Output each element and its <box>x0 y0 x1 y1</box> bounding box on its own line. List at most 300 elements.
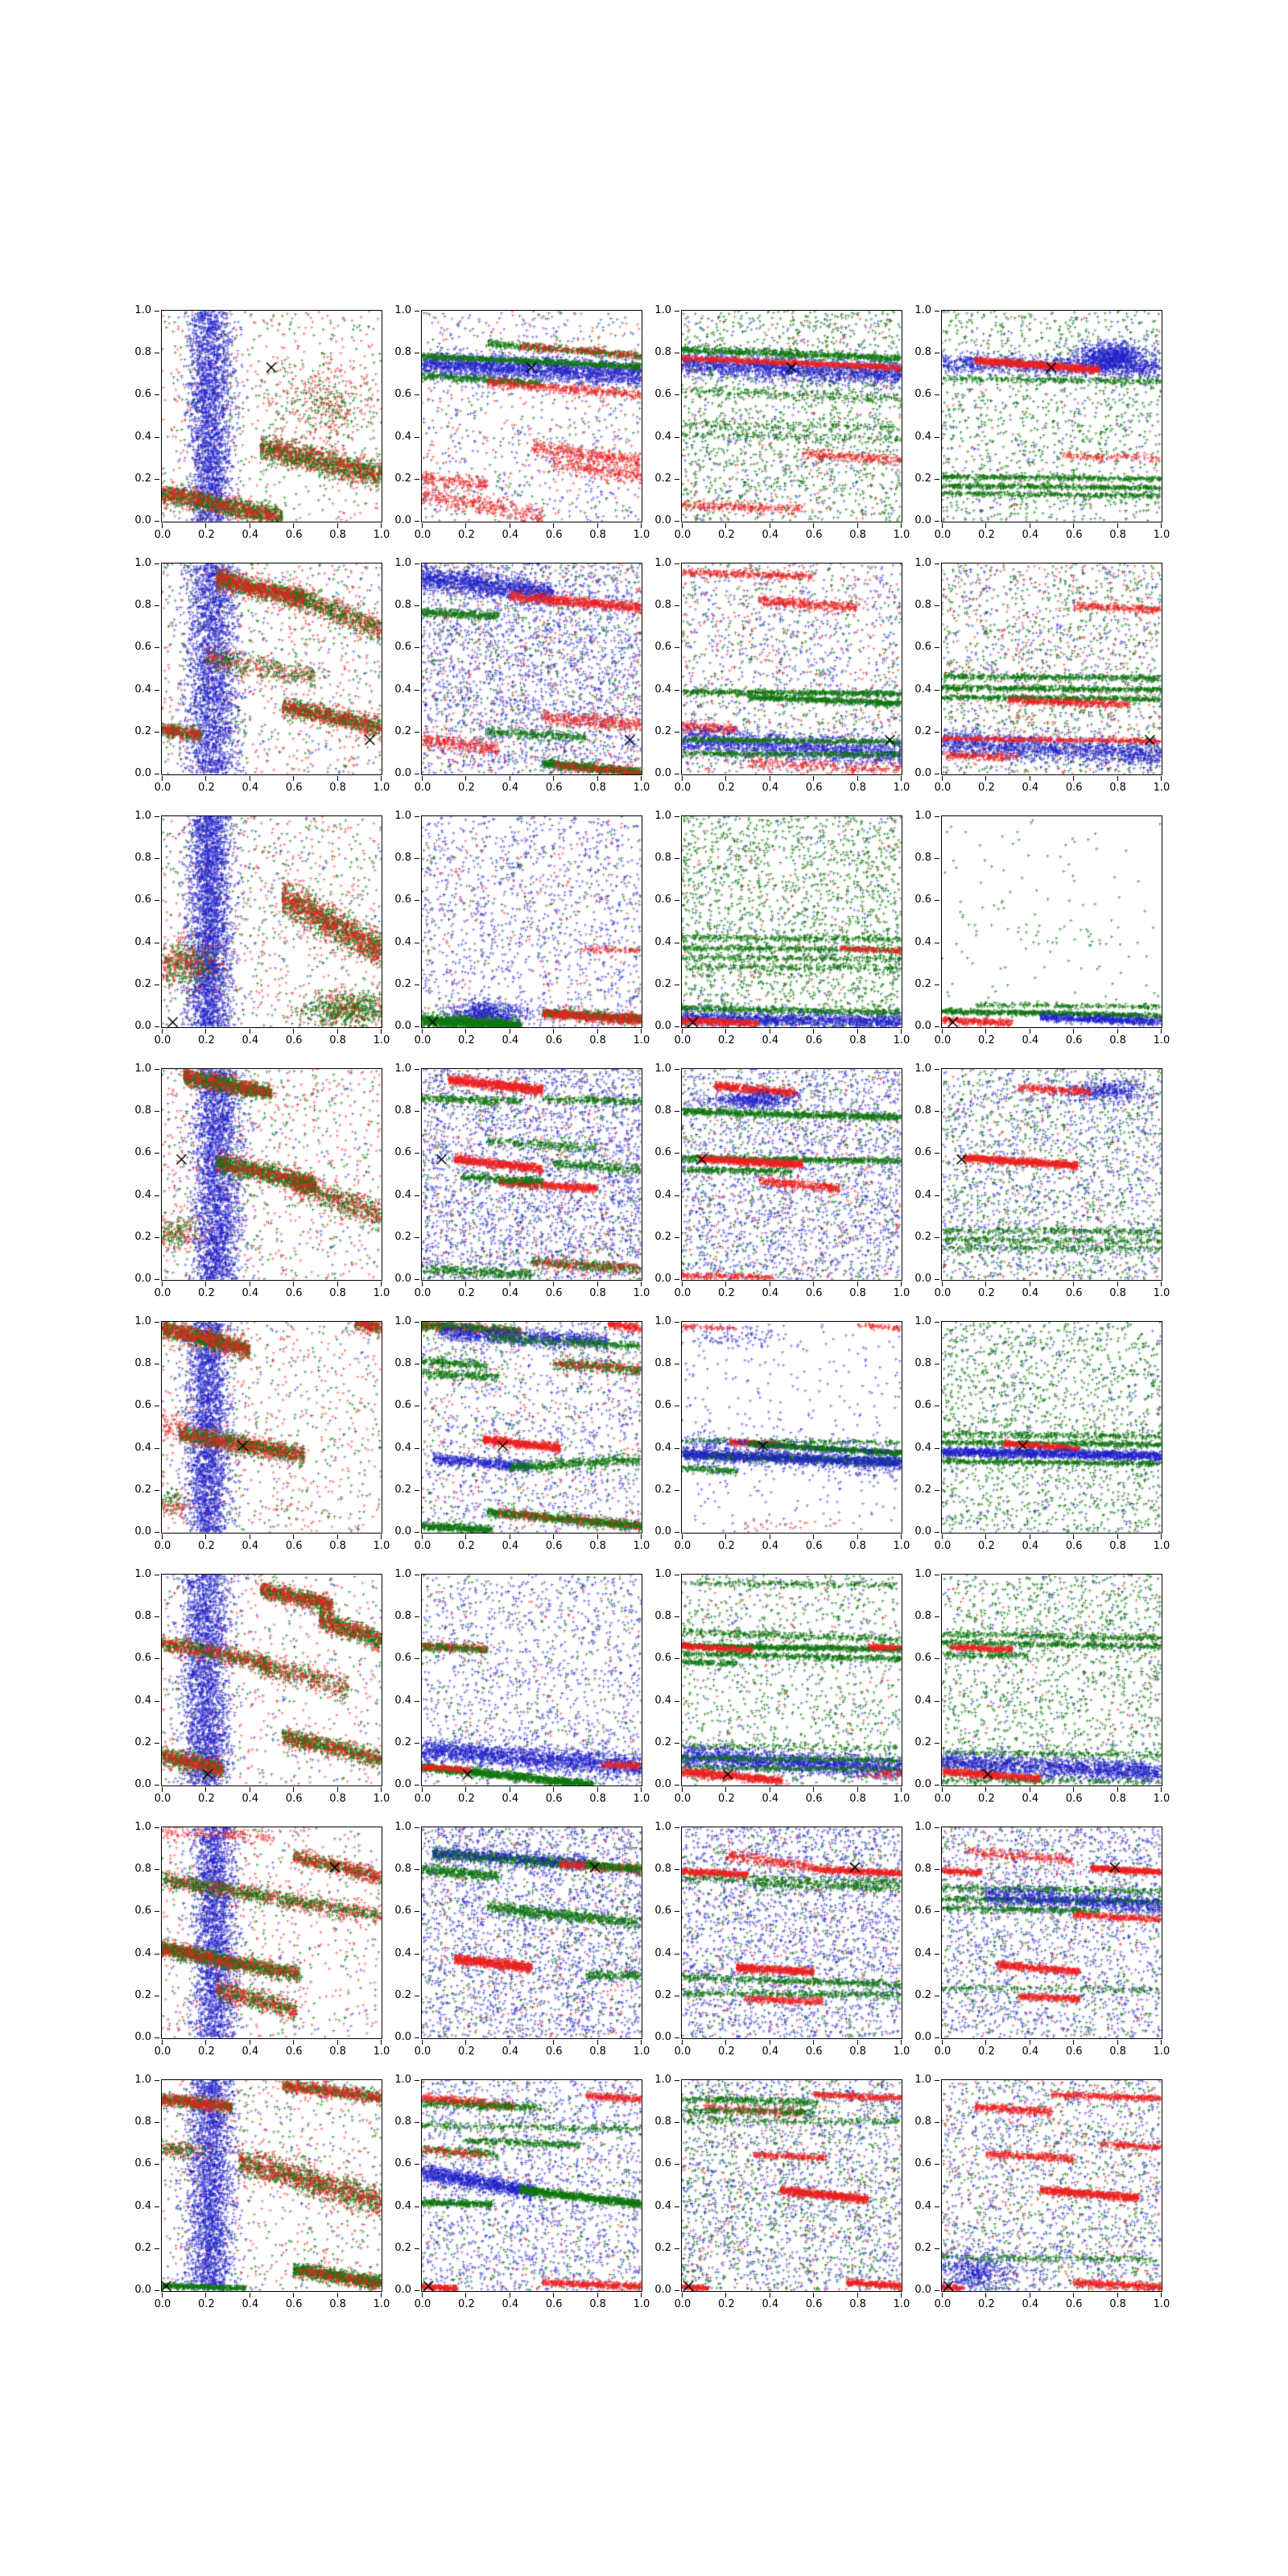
y-tick-label: 0.0 <box>654 1525 671 1538</box>
y-tick <box>415 1827 419 1828</box>
x-tick-label: 0.8 <box>329 1034 346 1046</box>
y-tick <box>155 900 159 901</box>
subplot-canvas-r7c2 <box>421 1827 642 2039</box>
x-tick <box>813 2040 814 2045</box>
x-tick-label: 0.0 <box>934 1793 952 1805</box>
x-tick-label: 0.8 <box>1109 1793 1126 1805</box>
x-tick <box>553 1787 554 1792</box>
y-tick <box>675 1911 679 1912</box>
y-tick <box>415 2080 419 2081</box>
x-tick-label: 0.6 <box>1065 2046 1083 2058</box>
x-tick <box>857 2040 858 2045</box>
x-tick <box>553 1534 554 1539</box>
x-tick-label: 0.8 <box>589 782 606 794</box>
subplot-canvas-r1c2 <box>421 310 642 522</box>
y-tick-label: 0.8 <box>914 346 931 359</box>
y-tick-label: 0.6 <box>394 1652 411 1665</box>
x-tick <box>1073 1787 1074 1792</box>
x-tick-label: 0.4 <box>762 2298 779 2310</box>
y-tick <box>675 1658 679 1659</box>
y-tick <box>155 1743 159 1744</box>
x-tick <box>162 523 163 528</box>
y-tick <box>155 1869 159 1870</box>
x-tick <box>1161 1787 1162 1792</box>
x-tick <box>1073 2293 1074 2297</box>
x-tick-label: 1.0 <box>633 2046 650 2058</box>
y-tick-label: 0.8 <box>914 852 931 865</box>
y-tick <box>675 1490 679 1491</box>
y-tick <box>415 1743 419 1744</box>
x-tick <box>293 1534 294 1539</box>
x-tick <box>337 1534 338 1539</box>
x-tick-label: 0.2 <box>458 1540 475 1552</box>
x-tick <box>725 1787 726 1792</box>
x-tick-label: 0.4 <box>1022 2046 1039 2058</box>
x-tick-label: 0.6 <box>285 1034 303 1046</box>
x-tick <box>337 2040 338 2045</box>
x-tick <box>942 2293 943 2297</box>
y-tick-label: 0.4 <box>134 430 151 443</box>
y-tick-label: 0.8 <box>134 1104 151 1117</box>
x-tick-label: 0.4 <box>502 1287 519 1299</box>
y-tick-label: 0.6 <box>134 1146 151 1159</box>
x-tick <box>1073 1534 1074 1539</box>
y-tick-label: 0.4 <box>394 2199 411 2212</box>
y-tick-label: 0.2 <box>654 2241 671 2254</box>
x-tick-label: 0.8 <box>1109 1540 1126 1552</box>
x-tick <box>205 776 206 781</box>
y-tick <box>415 1658 419 1659</box>
y-tick <box>155 2248 159 2249</box>
x-tick <box>725 523 726 528</box>
x-tick-label: 0.6 <box>1065 782 1083 794</box>
subplot-canvas-r8c2 <box>421 2079 642 2292</box>
y-tick-label: 0.2 <box>654 1230 671 1243</box>
x-tick <box>293 776 294 781</box>
x-tick <box>857 776 858 781</box>
x-tick-label: 0.6 <box>545 2298 563 2310</box>
y-tick-label: 0.6 <box>394 894 411 906</box>
y-tick <box>155 479 159 480</box>
y-tick <box>415 690 419 691</box>
x-tick <box>857 523 858 528</box>
x-tick <box>942 776 943 781</box>
x-tick <box>422 1029 423 1034</box>
x-tick-label: 0.0 <box>674 1540 691 1552</box>
x-tick-label: 0.8 <box>589 2046 606 2058</box>
x-tick <box>465 523 466 528</box>
x-tick-label: 0.6 <box>1065 2298 1083 2310</box>
y-tick <box>935 2080 939 2081</box>
y-tick-label: 0.2 <box>394 1736 411 1748</box>
y-tick <box>675 1153 679 1154</box>
y-tick-label: 0.4 <box>394 1946 411 1959</box>
x-tick-label: 0.4 <box>1022 1793 1039 1805</box>
y-tick <box>675 1195 679 1196</box>
y-tick <box>675 1743 679 1744</box>
y-tick-label: 0.2 <box>654 1988 671 2001</box>
y-tick-label: 0.0 <box>394 2031 411 2043</box>
x-tick <box>985 1787 986 1792</box>
x-tick-label: 0.8 <box>1109 2046 1126 2058</box>
y-tick-label: 0.8 <box>914 2116 931 2128</box>
y-tick-label: 0.4 <box>654 2199 671 2212</box>
x-tick-label: 0.0 <box>414 1540 431 1552</box>
x-tick <box>205 523 206 528</box>
y-tick-label: 0.8 <box>654 599 671 612</box>
y-tick <box>935 1448 939 1449</box>
x-tick <box>553 1029 554 1034</box>
y-tick-label: 0.2 <box>654 1483 671 1496</box>
subplot-canvas-r8c4 <box>941 2079 1162 2292</box>
y-tick-label: 0.0 <box>394 514 411 526</box>
x-tick-label: 0.2 <box>718 1287 735 1299</box>
y-tick <box>155 2037 159 2038</box>
y-tick-label: 0.8 <box>654 1357 671 1370</box>
x-tick-label: 0.2 <box>978 529 995 541</box>
y-tick <box>155 311 159 312</box>
x-tick-label: 0.0 <box>154 529 171 541</box>
x-tick-label: 0.4 <box>762 1540 779 1552</box>
subplot-canvas-r4c4 <box>941 1068 1162 1281</box>
x-tick <box>1117 2293 1118 2297</box>
x-tick-label: 0.2 <box>978 2046 995 2058</box>
x-tick <box>337 1029 338 1034</box>
y-tick <box>155 1322 159 1323</box>
y-tick <box>415 521 419 522</box>
x-tick-label: 1.0 <box>373 1034 390 1046</box>
x-tick <box>857 1787 858 1792</box>
y-tick <box>155 2290 159 2291</box>
x-tick-label: 0.2 <box>458 2046 475 2058</box>
y-tick-label: 0.6 <box>654 388 671 401</box>
y-tick-label: 0.6 <box>914 1146 931 1159</box>
y-tick-label: 0.0 <box>914 514 931 526</box>
y-tick-label: 0.8 <box>654 1104 671 1117</box>
x-tick-label: 0.4 <box>242 2046 259 2058</box>
x-tick <box>1161 1282 1162 1286</box>
x-tick-label: 0.6 <box>545 1540 563 1552</box>
x-tick <box>293 1787 294 1792</box>
x-tick <box>725 2293 726 2297</box>
y-tick <box>935 1616 939 1617</box>
x-tick <box>857 1534 858 1539</box>
x-tick-label: 1.0 <box>1153 529 1170 541</box>
subplot-canvas-r3c4 <box>941 815 1162 1028</box>
y-tick-label: 0.6 <box>914 1652 931 1665</box>
x-tick-label: 0.8 <box>589 1793 606 1805</box>
y-tick <box>155 521 159 522</box>
x-tick <box>205 2293 206 2297</box>
y-tick-label: 1.0 <box>394 810 411 822</box>
y-tick-label: 0.2 <box>394 472 411 485</box>
x-tick <box>985 1029 986 1034</box>
x-tick <box>422 776 423 781</box>
y-tick-label: 0.0 <box>914 1525 931 1538</box>
y-tick-label: 0.0 <box>394 2284 411 2296</box>
y-tick <box>415 1954 419 1955</box>
y-tick-label: 0.6 <box>394 641 411 654</box>
y-tick-label: 0.4 <box>914 1188 931 1201</box>
x-tick-label: 0.6 <box>285 2046 303 2058</box>
x-tick <box>1117 2040 1118 2045</box>
y-tick <box>155 1026 159 1027</box>
y-tick <box>935 647 939 648</box>
y-tick <box>155 1069 159 1070</box>
y-tick-label: 0.8 <box>394 1104 411 1117</box>
x-tick-label: 0.0 <box>414 782 431 794</box>
x-tick-label: 0.4 <box>1022 1034 1039 1046</box>
x-tick <box>942 1787 943 1792</box>
x-tick <box>1161 523 1162 528</box>
x-tick-label: 0.0 <box>154 1793 171 1805</box>
x-tick-label: 0.0 <box>414 2298 431 2310</box>
y-tick-label: 0.2 <box>134 1483 151 1496</box>
y-tick-label: 0.2 <box>654 1736 671 1748</box>
x-tick <box>337 2293 338 2297</box>
y-tick <box>155 1954 159 1955</box>
y-tick-label: 0.8 <box>654 852 671 865</box>
x-tick <box>1117 1029 1118 1034</box>
x-tick-label: 0.4 <box>242 782 259 794</box>
y-tick-label: 0.6 <box>914 2157 931 2170</box>
x-tick <box>682 523 683 528</box>
y-tick-label: 0.4 <box>914 935 931 948</box>
y-tick-label: 0.8 <box>134 346 151 359</box>
y-tick-label: 0.4 <box>134 683 151 696</box>
y-tick-label: 0.4 <box>914 430 931 443</box>
x-tick-label: 1.0 <box>373 782 390 794</box>
x-tick-label: 0.6 <box>1065 1034 1083 1046</box>
x-tick <box>422 1534 423 1539</box>
y-tick-label: 0.4 <box>134 935 151 948</box>
x-tick-label: 0.0 <box>674 2298 691 2310</box>
x-tick <box>162 1029 163 1034</box>
y-tick <box>935 900 939 901</box>
x-tick-label: 0.6 <box>545 1287 563 1299</box>
y-tick <box>935 1743 939 1744</box>
y-tick-label: 0.6 <box>654 2157 671 2170</box>
y-tick <box>935 1153 939 1154</box>
y-tick-label: 0.0 <box>134 1778 151 1790</box>
y-tick-label: 1.0 <box>914 1568 931 1580</box>
y-tick <box>675 1701 679 1702</box>
x-tick <box>1073 1282 1074 1286</box>
x-tick-label: 1.0 <box>633 1287 650 1299</box>
y-tick <box>415 1237 419 1238</box>
y-tick <box>155 1490 159 1491</box>
x-tick-label: 0.0 <box>934 2046 952 2058</box>
y-tick-label: 1.0 <box>394 1315 411 1327</box>
x-tick <box>422 1282 423 1286</box>
x-tick-label: 1.0 <box>893 1034 910 1046</box>
x-tick <box>682 1282 683 1286</box>
y-tick-label: 1.0 <box>134 1568 151 1580</box>
x-tick-label: 0.8 <box>1109 2298 1126 2310</box>
x-tick-label: 0.0 <box>674 782 691 794</box>
x-tick-label: 1.0 <box>373 1540 390 1552</box>
x-tick-label: 0.6 <box>805 1287 823 1299</box>
y-tick-label: 0.4 <box>394 1694 411 1707</box>
y-tick <box>415 1026 419 1027</box>
y-tick-label: 0.6 <box>394 1905 411 1918</box>
x-tick-label: 0.2 <box>198 1287 215 1299</box>
y-tick <box>415 1448 419 1449</box>
x-tick-label: 0.0 <box>674 2046 691 2058</box>
x-tick-label: 0.6 <box>285 782 303 794</box>
x-tick-label: 0.0 <box>414 1034 431 1046</box>
y-tick <box>675 479 679 480</box>
subplot-canvas-r3c2 <box>421 815 642 1028</box>
x-tick <box>682 1534 683 1539</box>
y-tick <box>155 1532 159 1533</box>
x-tick <box>813 1534 814 1539</box>
x-tick-label: 0.6 <box>1065 1793 1083 1805</box>
x-tick-label: 0.6 <box>545 2046 563 2058</box>
subplot-canvas-r2c2 <box>421 563 642 775</box>
y-tick <box>935 2122 939 2123</box>
y-tick <box>935 1954 939 1955</box>
x-tick-label: 0.0 <box>934 1287 952 1299</box>
y-tick-label: 0.8 <box>134 1357 151 1370</box>
y-tick-label: 1.0 <box>394 557 411 569</box>
x-tick <box>553 523 554 528</box>
y-tick-label: 0.2 <box>914 2241 931 2254</box>
x-tick-label: 0.2 <box>718 1540 735 1552</box>
x-tick <box>813 1282 814 1286</box>
y-tick <box>155 816 159 817</box>
x-tick-label: 0.8 <box>329 2046 346 2058</box>
y-tick-label: 0.2 <box>394 1230 411 1243</box>
x-tick-label: 0.0 <box>934 529 952 541</box>
y-tick-label: 0.6 <box>654 1905 671 1918</box>
subplot-canvas-r7c3 <box>681 1827 902 2039</box>
y-tick-label: 0.2 <box>914 1736 931 1748</box>
y-tick <box>415 1869 419 1870</box>
y-tick <box>675 394 679 395</box>
x-tick-label: 0.8 <box>1109 782 1126 794</box>
y-tick-label: 1.0 <box>914 810 931 822</box>
y-tick-label: 0.8 <box>394 2116 411 2128</box>
y-tick-label: 0.2 <box>394 2241 411 2254</box>
y-tick <box>415 2122 419 2123</box>
x-tick <box>725 1282 726 1286</box>
x-tick-label: 1.0 <box>373 2298 390 2310</box>
y-tick <box>415 1153 419 1154</box>
y-tick <box>675 605 679 606</box>
x-tick <box>205 1282 206 1286</box>
y-tick <box>155 437 159 438</box>
x-tick-label: 0.6 <box>1065 529 1083 541</box>
y-tick <box>155 1195 159 1196</box>
x-tick-label: 0.6 <box>805 2298 823 2310</box>
x-tick <box>337 776 338 781</box>
x-tick-label: 0.8 <box>849 1034 866 1046</box>
x-tick <box>337 523 338 528</box>
y-tick-label: 0.2 <box>914 724 931 737</box>
y-tick-label: 0.2 <box>134 724 151 737</box>
x-tick <box>682 2293 683 2297</box>
y-tick-label: 0.8 <box>134 599 151 612</box>
y-tick-label: 0.2 <box>134 977 151 990</box>
x-tick <box>597 1787 598 1792</box>
y-tick-label: 0.0 <box>134 2031 151 2043</box>
y-tick-label: 0.2 <box>914 472 931 485</box>
x-tick-label: 0.4 <box>762 1793 779 1805</box>
y-tick-label: 0.8 <box>134 852 151 865</box>
y-tick <box>935 521 939 522</box>
y-tick-label: 0.6 <box>914 894 931 906</box>
y-tick-label: 0.6 <box>914 1399 931 1412</box>
x-tick-label: 0.6 <box>285 1287 303 1299</box>
x-tick <box>942 1534 943 1539</box>
y-tick <box>675 2248 679 2249</box>
y-tick-label: 0.2 <box>134 1988 151 2001</box>
y-tick <box>415 900 419 901</box>
y-tick <box>415 479 419 480</box>
x-tick <box>725 1029 726 1034</box>
x-tick-label: 0.0 <box>934 2298 952 2310</box>
y-tick-label: 1.0 <box>134 304 151 316</box>
x-tick <box>597 2293 598 2297</box>
subplot-canvas-r3c3 <box>681 815 902 1028</box>
x-tick-label: 1.0 <box>893 2046 910 2058</box>
x-tick <box>422 1787 423 1792</box>
y-tick-label: 1.0 <box>134 1315 151 1327</box>
y-tick <box>935 1869 939 1870</box>
y-tick <box>155 1153 159 1154</box>
y-tick-label: 0.4 <box>914 1946 931 1959</box>
y-tick-label: 1.0 <box>914 1315 931 1327</box>
x-tick <box>162 2040 163 2045</box>
x-tick <box>162 1282 163 1286</box>
y-tick-label: 1.0 <box>914 304 931 316</box>
x-tick-label: 0.2 <box>198 2298 215 2310</box>
y-tick <box>415 2248 419 2249</box>
y-tick <box>935 2290 939 2291</box>
x-tick <box>813 1029 814 1034</box>
y-tick <box>675 1279 679 1280</box>
y-tick <box>155 1279 159 1280</box>
x-tick <box>465 1029 466 1034</box>
subplot-canvas-r1c1 <box>161 310 382 522</box>
y-tick-label: 0.8 <box>134 1863 151 1876</box>
x-tick-label: 1.0 <box>633 2298 650 2310</box>
y-tick <box>935 1279 939 1280</box>
y-tick-label: 0.4 <box>134 1694 151 1707</box>
x-tick <box>553 776 554 781</box>
x-tick-label: 0.4 <box>1022 782 1039 794</box>
x-tick <box>293 1029 294 1034</box>
x-tick <box>553 2040 554 2045</box>
x-tick <box>465 2293 466 2297</box>
x-tick-label: 0.4 <box>502 782 519 794</box>
x-tick-label: 0.4 <box>242 1540 259 1552</box>
y-tick-label: 1.0 <box>654 1821 671 1833</box>
x-tick-label: 0.2 <box>718 529 735 541</box>
x-tick-label: 0.8 <box>849 782 866 794</box>
y-tick-label: 0.4 <box>394 1441 411 1454</box>
x-tick-label: 0.2 <box>978 782 995 794</box>
y-tick-label: 1.0 <box>654 2074 671 2086</box>
y-tick <box>675 1237 679 1238</box>
y-tick <box>415 1701 419 1702</box>
y-tick-label: 0.2 <box>134 2241 151 2254</box>
y-tick <box>155 2164 159 2165</box>
y-tick-label: 0.6 <box>914 388 931 401</box>
x-tick-label: 0.6 <box>285 1540 303 1552</box>
y-tick <box>675 1616 679 1617</box>
